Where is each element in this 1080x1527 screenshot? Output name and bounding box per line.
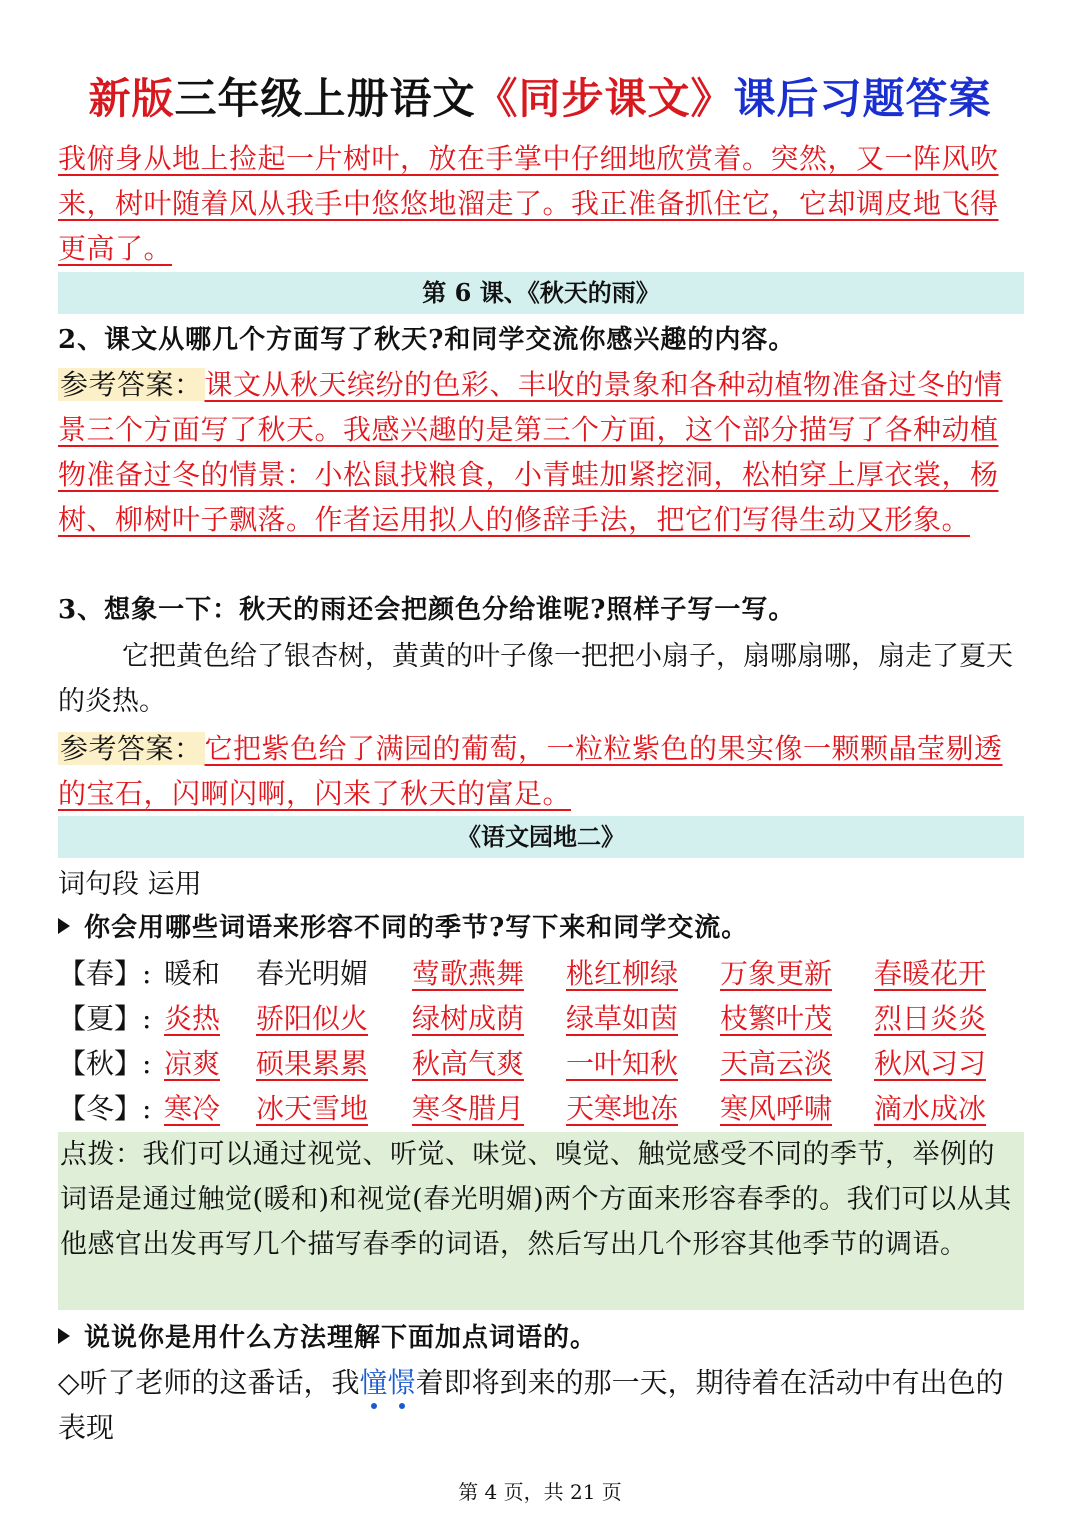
dotted-word-text: 憧憬 <box>359 1366 416 1399</box>
season-word: 莺歌燕舞 <box>412 957 525 990</box>
emphasis-dot-icon <box>371 1403 377 1409</box>
lesson6-heading: 第 6 课、《秋天的雨》 <box>58 272 1024 314</box>
season-word: 春暖花开 <box>874 957 987 990</box>
season-word: 寒冬腊月 <box>412 1092 525 1125</box>
season-word: 寒冷 <box>164 1092 221 1125</box>
title-part-book: 《同步课文》 <box>475 74 734 123</box>
sentence-before: ◇听了老师的这番话，我 <box>58 1366 360 1399</box>
answer-text: 课文从秋天缤纷的色彩、丰收的景象和各种动植物准备过冬的情景三个方面写了秋天。我感兴趣的是第三个方面，这个部分描写了各种动植物准备过冬的情景：小松鼠找粮食，小青蛙加紧挖洞，松柏穿上厚衣裳，杨树、柳树叶子飘落。作者运用拟人的修辞手法，把它们写得生动又形象。 <box>58 368 1003 536</box>
sentence-after: 着即将到来的那一天，期待着在活动中有出色的表现 <box>58 1366 1004 1444</box>
season-word: 桃红柳绿 <box>566 957 679 990</box>
answer-label: 参考答案： <box>60 732 203 765</box>
page-footer: 第 4 页，共 21 页 <box>458 1480 622 1504</box>
title-part-new: 新版 <box>88 74 175 123</box>
season-word: 绿树成荫 <box>412 1002 525 1035</box>
season-word: 寒风呼啸 <box>720 1092 833 1125</box>
emphasis-dot-icon <box>399 1403 405 1409</box>
season-word: 枝繁叶茂 <box>720 1002 833 1035</box>
season-row-autumn <box>58 1042 1024 1087</box>
season-word: 天寒地冻 <box>566 1092 679 1125</box>
season-word: 绿草如茵 <box>566 1002 679 1035</box>
example-sentence <box>58 1360 1024 1450</box>
season-word: 一叶知秋 <box>566 1047 679 1080</box>
page-title <box>0 66 1080 126</box>
tip-text: 点拨：我们可以通过视觉、听觉、味觉、嗅觉、触觉感受不同的季节，举例的词语是通过触觉(暖和)和视觉(春光明媚)两个方面来形容春季的。我们可以从其他感官出发再写几个描写春季的词语，然后写出几个形容其他季节的调语。 <box>60 1139 1012 1260</box>
question-3: 3、想象一下：秋天的雨还会把颜色分给谁呢?照样子写一写。 <box>58 595 796 625</box>
season-word: 炎热 <box>164 1002 221 1035</box>
triangle-bullet-icon <box>58 1328 70 1344</box>
season-word: 骄阳似火 <box>256 1002 369 1035</box>
season-word: 硕果累累 <box>256 1047 369 1080</box>
tip-box <box>58 1132 1024 1310</box>
dotted-word <box>360 1366 416 1399</box>
season-words-table <box>58 952 1024 1132</box>
season-prompt <box>58 906 1024 951</box>
answer-label: 参考答案： <box>60 368 203 401</box>
garden2-heading: 《语文园地二》 <box>58 816 1024 858</box>
answer-text: 它把紫色给了满园的葡萄，一粒粒紫色的果实像一颗颗晶莹剔透的宝石，闪啊闪啊，闪来了秋天的富足。 <box>58 732 1003 810</box>
season-word: 秋风习习 <box>874 1047 987 1080</box>
season-word: 滴水成冰 <box>874 1092 987 1125</box>
carryover-text: 我俯身从地上捡起一片树叶，放在手掌中仔细地欣赏着。突然，又一阵风吹来，树叶随着风从我手中悠悠地溜走了。我正准备抓住它，它却调皮地飞得更高了。 <box>58 142 999 265</box>
season-word: 冰天雪地 <box>256 1092 369 1125</box>
carryover-paragraph <box>58 136 1024 271</box>
season-word: 暖和 <box>164 957 221 990</box>
season-word: 春光明媚 <box>256 957 369 990</box>
triangle-bullet-icon <box>58 918 70 934</box>
season-word: 烈日炎炎 <box>874 1002 987 1035</box>
title-part-grade: 三年级上册语文 <box>174 74 476 123</box>
season-word: 秋高气爽 <box>412 1047 525 1080</box>
season-row-summer <box>58 997 1024 1042</box>
title-part-answers: 课后习题答案 <box>733 74 992 123</box>
season-label: 【春】: <box>58 957 152 990</box>
season-prompt-text: 你会用哪些词语来形容不同的季节?写下来和同学交流。 <box>84 913 749 943</box>
season-label: 【冬】: <box>58 1092 152 1125</box>
season-label: 【夏】: <box>58 1002 152 1035</box>
season-word: 凉爽 <box>164 1047 221 1080</box>
season-row-winter <box>58 1087 1024 1132</box>
question-2: 2、课文从哪几个方面写了秋天?和同学交流你感兴趣的内容。 <box>58 325 796 355</box>
method-prompt <box>58 1316 1024 1361</box>
question-2-answer <box>58 362 1024 542</box>
season-word: 天高云淡 <box>720 1047 833 1080</box>
method-prompt-text: 说说你是用什么方法理解下面加点词语的。 <box>84 1323 598 1353</box>
garden2-subheading: 词句段 运用 <box>58 869 202 900</box>
season-label: 【秋】: <box>58 1047 152 1080</box>
question-3-answer <box>58 726 1024 816</box>
season-row-spring <box>58 952 1024 997</box>
question-3-example: 它把黄色给了银杏树，黄黄的叶子像一把把小扇子，扇哪扇哪，扇走了夏天的炎热。 <box>58 641 1013 717</box>
season-word: 万象更新 <box>720 957 833 990</box>
